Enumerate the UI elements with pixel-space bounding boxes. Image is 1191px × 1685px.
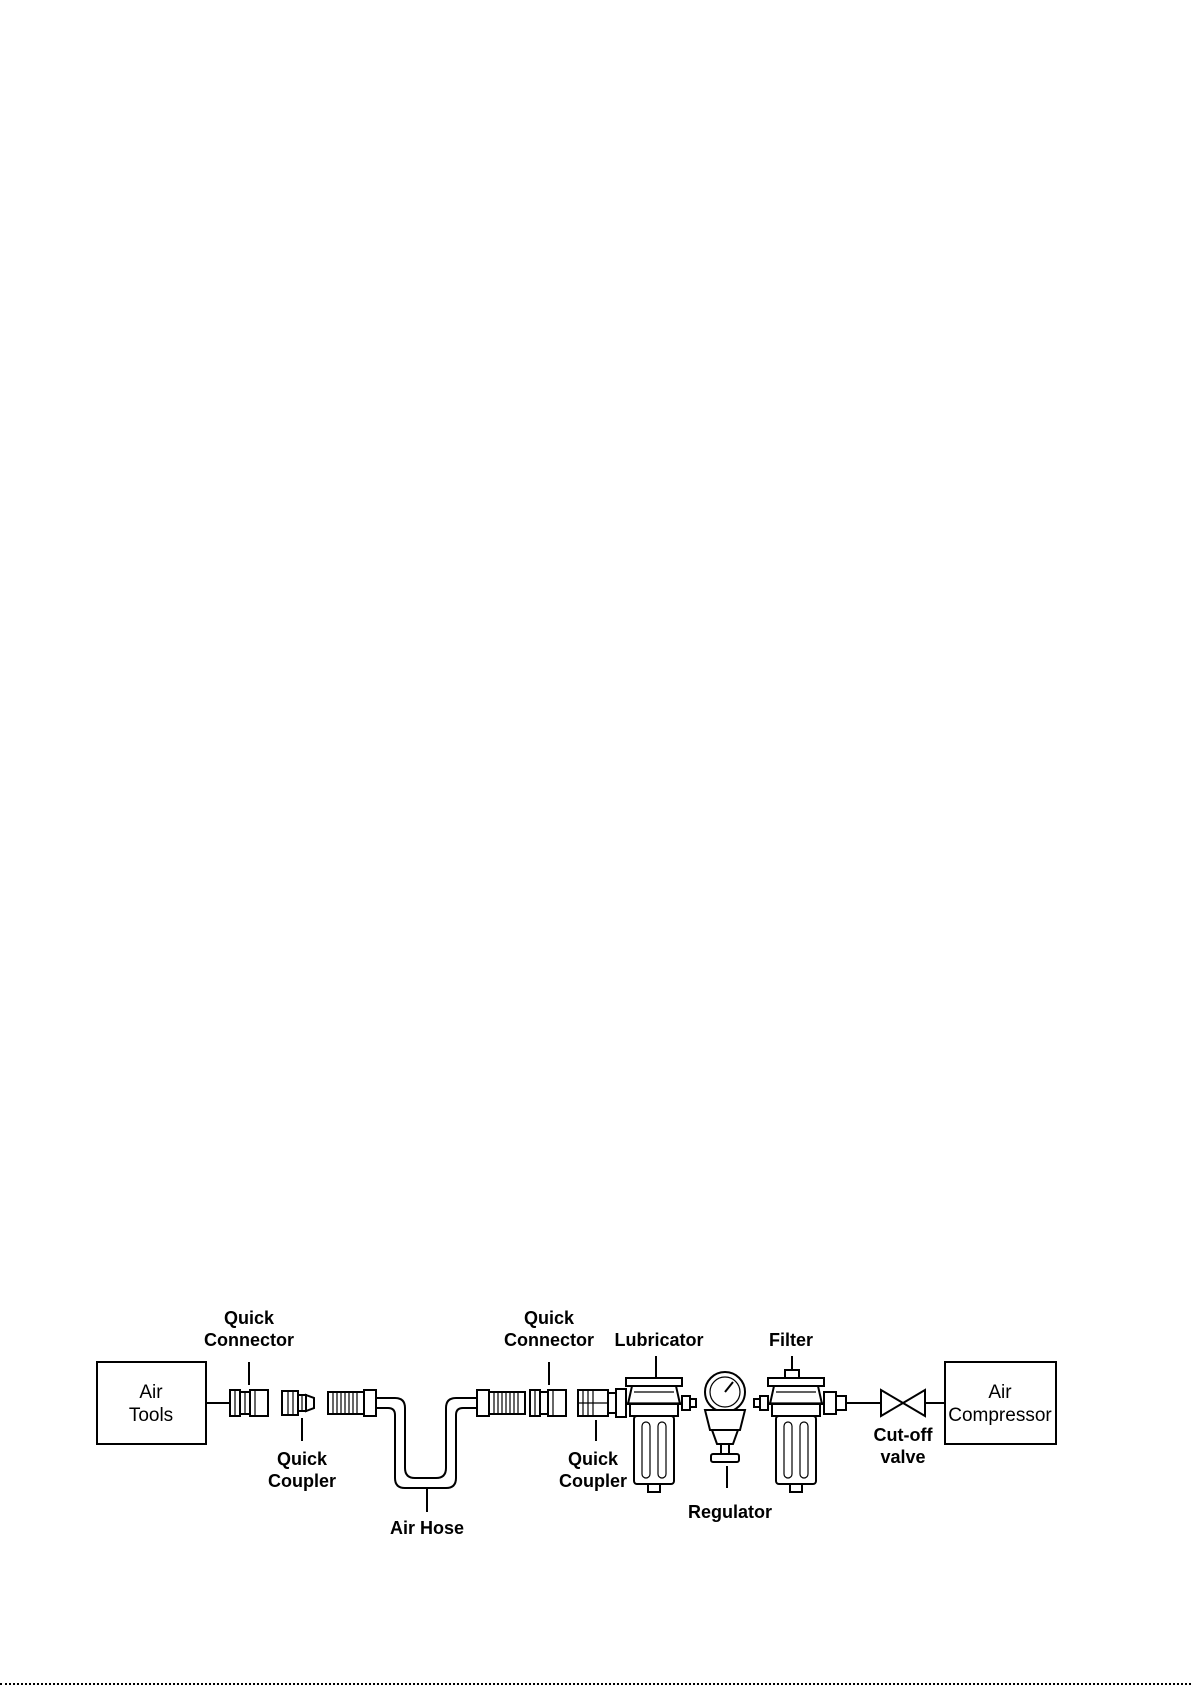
air-tools-label-line2: Tools	[128, 1405, 174, 1426]
cutoff-valve-label-line2: valve	[880, 1447, 926, 1467]
quick-connector-1-label-line2: Connector	[204, 1330, 294, 1350]
fitting-icon	[682, 1396, 690, 1410]
quick-coupler-1-label-line1: Quick	[276, 1449, 328, 1469]
fitting-icon	[690, 1399, 696, 1407]
quick-coupler-1-icon	[282, 1391, 314, 1415]
fitting-icon	[760, 1396, 768, 1410]
lubricator-icon	[626, 1378, 682, 1492]
fitting-icon	[836, 1396, 846, 1410]
air-hose-label: Air Hose	[389, 1518, 465, 1538]
quick-coupler-1-label-line2: Coupler	[267, 1471, 337, 1491]
quick-coupler-2-label-line1: Quick	[567, 1449, 619, 1469]
hose-fitting-right-icon	[477, 1390, 525, 1416]
quick-coupler-2-icon	[578, 1389, 626, 1417]
fitting-icon	[824, 1392, 836, 1414]
quick-connector-1-icon	[230, 1390, 268, 1416]
air-compressor-label-line1: Air	[988, 1382, 1012, 1403]
quick-connector-2-label-line2: Connector	[504, 1330, 594, 1350]
air-compressor-label-line2: Compressor	[948, 1405, 1052, 1426]
quick-connector-1-label-line1: Quick	[223, 1308, 275, 1328]
air-hose-icon	[376, 1398, 477, 1488]
air-compressor-node	[945, 1362, 1056, 1444]
quick-connector-2-label-line1: Quick	[523, 1308, 575, 1328]
quick-coupler-2-label-line2: Coupler	[558, 1471, 628, 1491]
quick-connector-2-icon	[530, 1390, 566, 1416]
filter-icon	[768, 1370, 824, 1492]
lubricator-label: Lubricator	[614, 1330, 704, 1350]
air-tools-label-line1: Air	[139, 1382, 163, 1403]
filter-label: Filter	[768, 1330, 814, 1350]
regulator-icon	[705, 1372, 745, 1462]
cutoff-valve-label-line1: Cut-off	[873, 1425, 933, 1445]
cutoff-valve-icon	[881, 1390, 925, 1416]
regulator-label: Regulator	[687, 1502, 773, 1522]
hose-fitting-left-icon	[328, 1390, 376, 1416]
air-tools-node	[97, 1362, 206, 1444]
